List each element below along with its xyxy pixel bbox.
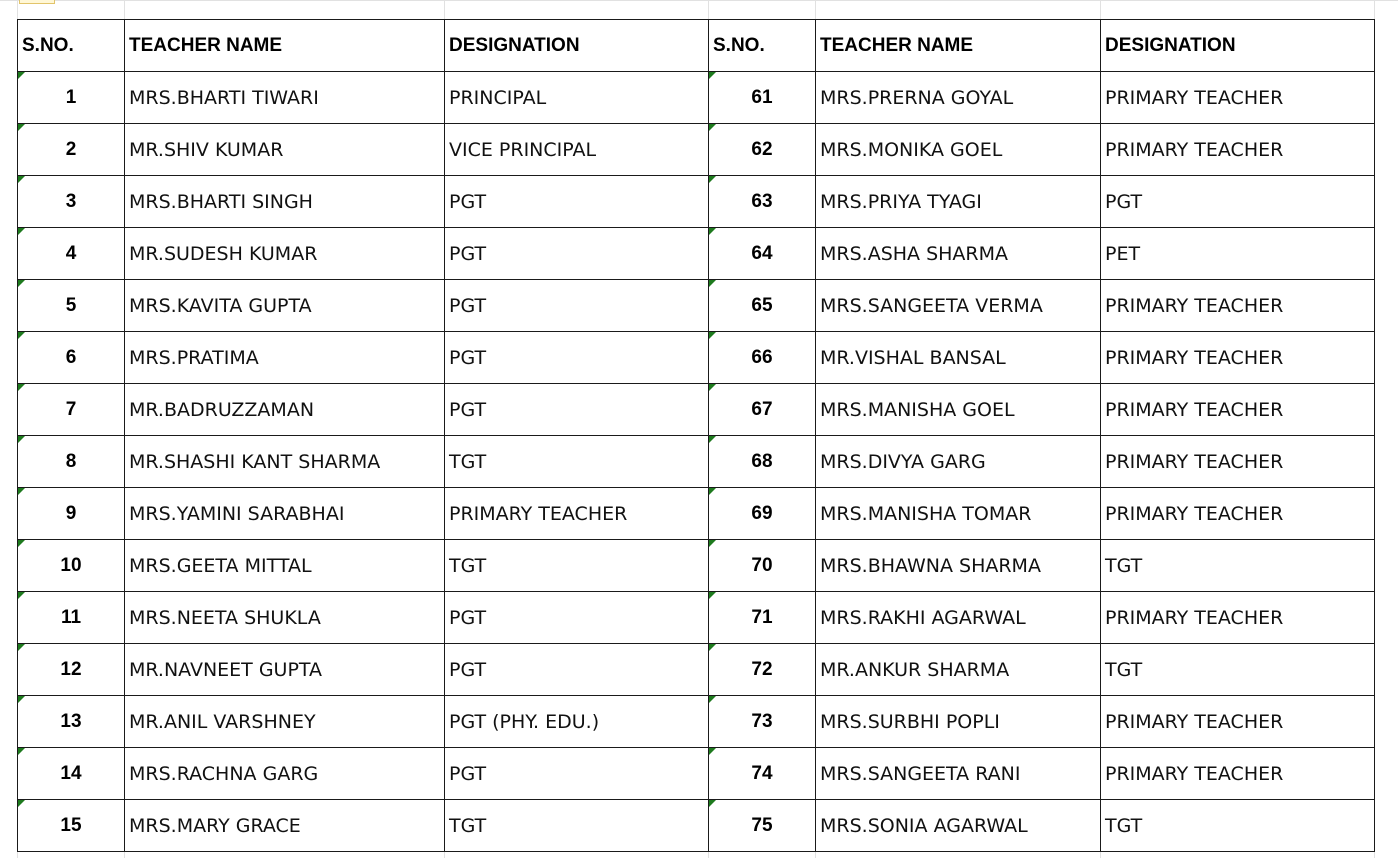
header-teacher-name-right[interactable]: TEACHER NAME	[816, 20, 1101, 72]
cell-designation-right[interactable]: PGT	[1101, 176, 1375, 228]
cell-sno-left[interactable]: 8	[18, 436, 125, 488]
table-row	[18, 332, 1375, 384]
cell-name-left[interactable]: MRS.KAVITA GUPTA	[125, 280, 445, 332]
table-row	[18, 592, 1375, 644]
selected-cell-marker	[19, 0, 55, 4]
cell-name-left[interactable]: MRS.RACHNA GARG	[125, 748, 445, 800]
cell-sno-right[interactable]: 75	[709, 800, 816, 852]
header-sno-right[interactable]: S.NO.	[709, 20, 816, 72]
table-row	[18, 540, 1375, 592]
cell-sno-right[interactable]: 61	[709, 72, 816, 124]
cell-name-left[interactable]: MRS.NEETA SHUKLA	[125, 592, 445, 644]
cell-sno-right[interactable]: 62	[709, 124, 816, 176]
cell-name-left[interactable]: MR.SHASHI KANT SHARMA	[125, 436, 445, 488]
cell-designation-left[interactable]: PGT	[445, 280, 709, 332]
cell-designation-right[interactable]: PET	[1101, 228, 1375, 280]
table-row	[18, 436, 1375, 488]
cell-sno-left[interactable]: 1	[18, 72, 125, 124]
cell-sno-left[interactable]: 11	[18, 592, 125, 644]
cell-sno-left[interactable]: 10	[18, 540, 125, 592]
cell-designation-right[interactable]: PRIMARY TEACHER	[1101, 384, 1375, 436]
teacher-list-table	[17, 19, 1375, 852]
cell-name-left[interactable]: MRS.YAMINI SARABHAI	[125, 488, 445, 540]
cell-name-left[interactable]: MRS.GEETA MITTAL	[125, 540, 445, 592]
cell-sno-right[interactable]: 72	[709, 644, 816, 696]
cell-sno-left[interactable]: 15	[18, 800, 125, 852]
cell-sno-right[interactable]: 68	[709, 436, 816, 488]
cell-designation-right[interactable]: PRIMARY TEACHER	[1101, 124, 1375, 176]
cell-designation-left[interactable]: TGT	[445, 800, 709, 852]
cell-name-left[interactable]: MRS.PRATIMA	[125, 332, 445, 384]
cell-designation-right[interactable]: PRIMARY TEACHER	[1101, 280, 1375, 332]
cell-name-left[interactable]: MRS.BHARTI SINGH	[125, 176, 445, 228]
table-row	[18, 696, 1375, 748]
header-designation-right[interactable]: DESIGNATION	[1101, 20, 1375, 72]
header-teacher-name-left[interactable]: TEACHER NAME	[125, 20, 445, 72]
cell-designation-left[interactable]: PGT	[445, 592, 709, 644]
cell-sno-left[interactable]: 5	[18, 280, 125, 332]
cell-designation-left[interactable]: PRIMARY TEACHER	[445, 488, 709, 540]
header-sno-left[interactable]: S.NO.	[18, 20, 125, 72]
cell-sno-right[interactable]: 71	[709, 592, 816, 644]
cell-sno-right[interactable]: 66	[709, 332, 816, 384]
header-row	[18, 20, 1375, 72]
cell-designation-left[interactable]: PGT (PHY. EDU.)	[445, 696, 709, 748]
table-row	[18, 384, 1375, 436]
cell-name-right[interactable]: MR.VISHAL BANSAL	[816, 332, 1101, 384]
cell-sno-left[interactable]: 12	[18, 644, 125, 696]
cell-sno-right[interactable]: 67	[709, 384, 816, 436]
cell-name-right[interactable]: MRS.SANGEETA VERMA	[816, 280, 1101, 332]
cell-name-right[interactable]: MRS.BHAWNA SHARMA	[816, 540, 1101, 592]
cell-name-right[interactable]: MR.ANKUR SHARMA	[816, 644, 1101, 696]
cell-name-right[interactable]: MRS.PRIYA TYAGI	[816, 176, 1101, 228]
cell-designation-left[interactable]: PGT	[445, 384, 709, 436]
cell-sno-left[interactable]: 6	[18, 332, 125, 384]
cell-name-left[interactable]: MRS.MARY GRACE	[125, 800, 445, 852]
cell-designation-right[interactable]: PRIMARY TEACHER	[1101, 436, 1375, 488]
cell-name-right[interactable]: MRS.SONIA AGARWAL	[816, 800, 1101, 852]
cell-designation-left[interactable]: PRINCIPAL	[445, 72, 709, 124]
cell-name-right[interactable]: MRS.DIVYA GARG	[816, 436, 1101, 488]
cell-sno-right[interactable]: 63	[709, 176, 816, 228]
cell-designation-right[interactable]: TGT	[1101, 540, 1375, 592]
table-row	[18, 228, 1375, 280]
cell-sno-left[interactable]: 13	[18, 696, 125, 748]
cell-sno-right[interactable]: 65	[709, 280, 816, 332]
cell-name-left[interactable]: MR.SUDESH KUMAR	[125, 228, 445, 280]
cell-name-left[interactable]: MRS.BHARTI TIWARI	[125, 72, 445, 124]
cell-designation-left[interactable]: PGT	[445, 748, 709, 800]
cell-designation-right[interactable]: PRIMARY TEACHER	[1101, 332, 1375, 384]
header-designation-left[interactable]: DESIGNATION	[445, 20, 709, 72]
cell-sno-right[interactable]: 64	[709, 228, 816, 280]
cell-designation-left[interactable]: VICE PRINCIPAL	[445, 124, 709, 176]
cell-sno-left[interactable]: 7	[18, 384, 125, 436]
cell-name-left[interactable]: MR.SHIV KUMAR	[125, 124, 445, 176]
cell-designation-right[interactable]: PRIMARY TEACHER	[1101, 696, 1375, 748]
cell-designation-right[interactable]: PRIMARY TEACHER	[1101, 592, 1375, 644]
cell-designation-right[interactable]: PRIMARY TEACHER	[1101, 748, 1375, 800]
table-row	[18, 72, 1375, 124]
table-row	[18, 280, 1375, 332]
cell-sno-right[interactable]: 70	[709, 540, 816, 592]
grid-line	[0, 0, 1398, 1]
cell-designation-left[interactable]: PGT	[445, 644, 709, 696]
cell-sno-left[interactable]: 4	[18, 228, 125, 280]
cell-sno-left[interactable]: 9	[18, 488, 125, 540]
cell-name-right[interactable]: MRS.ASHA SHARMA	[816, 228, 1101, 280]
cell-name-right[interactable]: MRS.RAKHI AGARWAL	[816, 592, 1101, 644]
table-row	[18, 124, 1375, 176]
cell-designation-right[interactable]: TGT	[1101, 800, 1375, 852]
cell-designation-right[interactable]: TGT	[1101, 644, 1375, 696]
teacher-rows	[18, 72, 1375, 852]
table-row	[18, 748, 1375, 800]
cell-designation-left[interactable]: TGT	[445, 540, 709, 592]
cell-designation-left[interactable]: TGT	[445, 436, 709, 488]
cell-name-left[interactable]: MR.NAVNEET GUPTA	[125, 644, 445, 696]
table-row	[18, 644, 1375, 696]
cell-sno-right[interactable]: 73	[709, 696, 816, 748]
cell-name-right[interactable]: MRS.PRERNA GOYAL	[816, 72, 1101, 124]
cell-name-right[interactable]: MRS.MANISHA GOEL	[816, 384, 1101, 436]
cell-name-left[interactable]: MR.BADRUZZAMAN	[125, 384, 445, 436]
cell-designation-right[interactable]: PRIMARY TEACHER	[1101, 72, 1375, 124]
cell-name-right[interactable]: MRS.MANISHA TOMAR	[816, 488, 1101, 540]
cell-designation-left[interactable]: PGT	[445, 176, 709, 228]
table-row	[18, 176, 1375, 228]
cell-designation-right[interactable]: PRIMARY TEACHER	[1101, 488, 1375, 540]
cell-sno-right[interactable]: 69	[709, 488, 816, 540]
cell-name-right[interactable]: MRS.SANGEETA RANI	[816, 748, 1101, 800]
cell-sno-right[interactable]: 74	[709, 748, 816, 800]
cell-designation-left[interactable]: PGT	[445, 228, 709, 280]
cell-name-right[interactable]: MRS.SURBHI POPLI	[816, 696, 1101, 748]
cell-name-left[interactable]: MR.ANIL VARSHNEY	[125, 696, 445, 748]
table-row	[18, 488, 1375, 540]
table-row	[18, 800, 1375, 852]
cell-sno-left[interactable]: 3	[18, 176, 125, 228]
cell-designation-left[interactable]: PGT	[445, 332, 709, 384]
cell-sno-left[interactable]: 2	[18, 124, 125, 176]
cell-name-right[interactable]: MRS.MONIKA GOEL	[816, 124, 1101, 176]
cell-sno-left[interactable]: 14	[18, 748, 125, 800]
